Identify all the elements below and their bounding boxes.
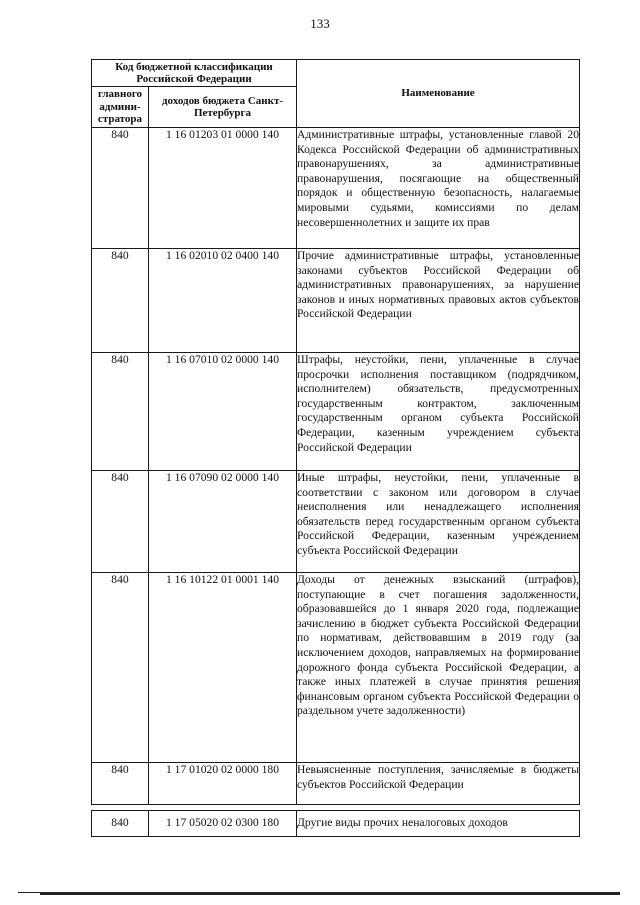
cell-code: 1 16 02010 02 0400 140 [149,249,297,353]
table-row [92,471,580,573]
cell-code: 1 16 07090 02 0000 140 [149,471,297,573]
scan-edge-mark [18,892,40,893]
table-row [92,353,580,471]
header-name: Наименование [297,60,580,128]
cell-code: 1 17 05020 02 0300 180 [149,811,297,837]
cell-code: 1 17 01020 02 0000 180 [149,763,297,805]
cell-name: Невыясненные поступления, зачисляемые в бюджеты субъектов Российской Федерации [297,763,580,805]
cell-code: 1 16 01203 01 0000 140 [149,128,297,249]
cell-admin: 840 [92,573,149,763]
cell-name: Доходы от денежных взысканий (штрафов), поступающие в счет погашения задолженности, образовавшейся до 1 января 2020 года, подлежащие зачислению в бюджет субъекта Российской Федерации по нормативам, действовавшим в 2019 году (за исключением доходов, направляемых на формирование дорожного фонда субъекта Российской Федерации, а также иных платежей в случае принятия решения финансовым органом субъекта Российской Федерации о раздельном учете задолженности) [297,573,580,763]
table-row [92,573,580,763]
cell-name: Штрафы, неустойки, пени, уплаченные в случае просрочки исполнения поставщиком (подрядчиком, исполнителем) обязательств, предусмотренных государственным контрактом, заключенным государственным органом субъекта Российской Федерации, казенным учреждением субъекта Российской Федерации [297,353,580,471]
cell-name: Иные штрафы, неустойки, пени, уплаченные в соответствии с законом или договором в случае неисполнения или ненадлежащего исполнения обязательств перед государственным органом субъекта Российской Федерации, казенным учреждением субъекта Российской Федерации [297,471,580,573]
cell-admin: 840 [92,353,149,471]
table-row [92,811,580,837]
table-row [92,763,580,805]
cell-code: 1 16 10122 01 0001 140 [149,573,297,763]
cell-admin: 840 [92,471,149,573]
header-admin: главного админи-стратора [92,87,149,128]
table-row [92,249,580,353]
table-row [92,128,580,249]
cell-name: Другие виды прочих неналоговых доходов [297,811,580,837]
scan-edge-line [40,892,620,895]
cell-admin: 840 [92,763,149,805]
header-group-title: Код бюджетной классификации Российской Федерации [92,60,297,87]
cell-admin: 840 [92,249,149,353]
cell-name: Прочие административные штрафы, установленные законами субъектов Российской Федерации об административных правонарушениях, за нарушение законов и иных нормативных правовых актов субъектов Российской Федерации [297,249,580,353]
page-number: 133 [310,16,330,31]
cell-admin: 840 [92,811,149,837]
header-code: доходов бюджета Санкт-Петербурга [149,87,297,128]
cell-name: Административные штрафы, установленные главой 20 Кодекса Российской Федерации об административных правонарушениях, за административные правонарушения, посягающие на общественный порядок и общественную безопасность, налагаемые мировыми судьями, комиссиями по делам несовершеннолетних и защите их прав [297,128,580,249]
cell-admin: 840 [92,128,149,249]
budget-classification-table [91,59,580,837]
cell-code: 1 16 07010 02 0000 140 [149,353,297,471]
